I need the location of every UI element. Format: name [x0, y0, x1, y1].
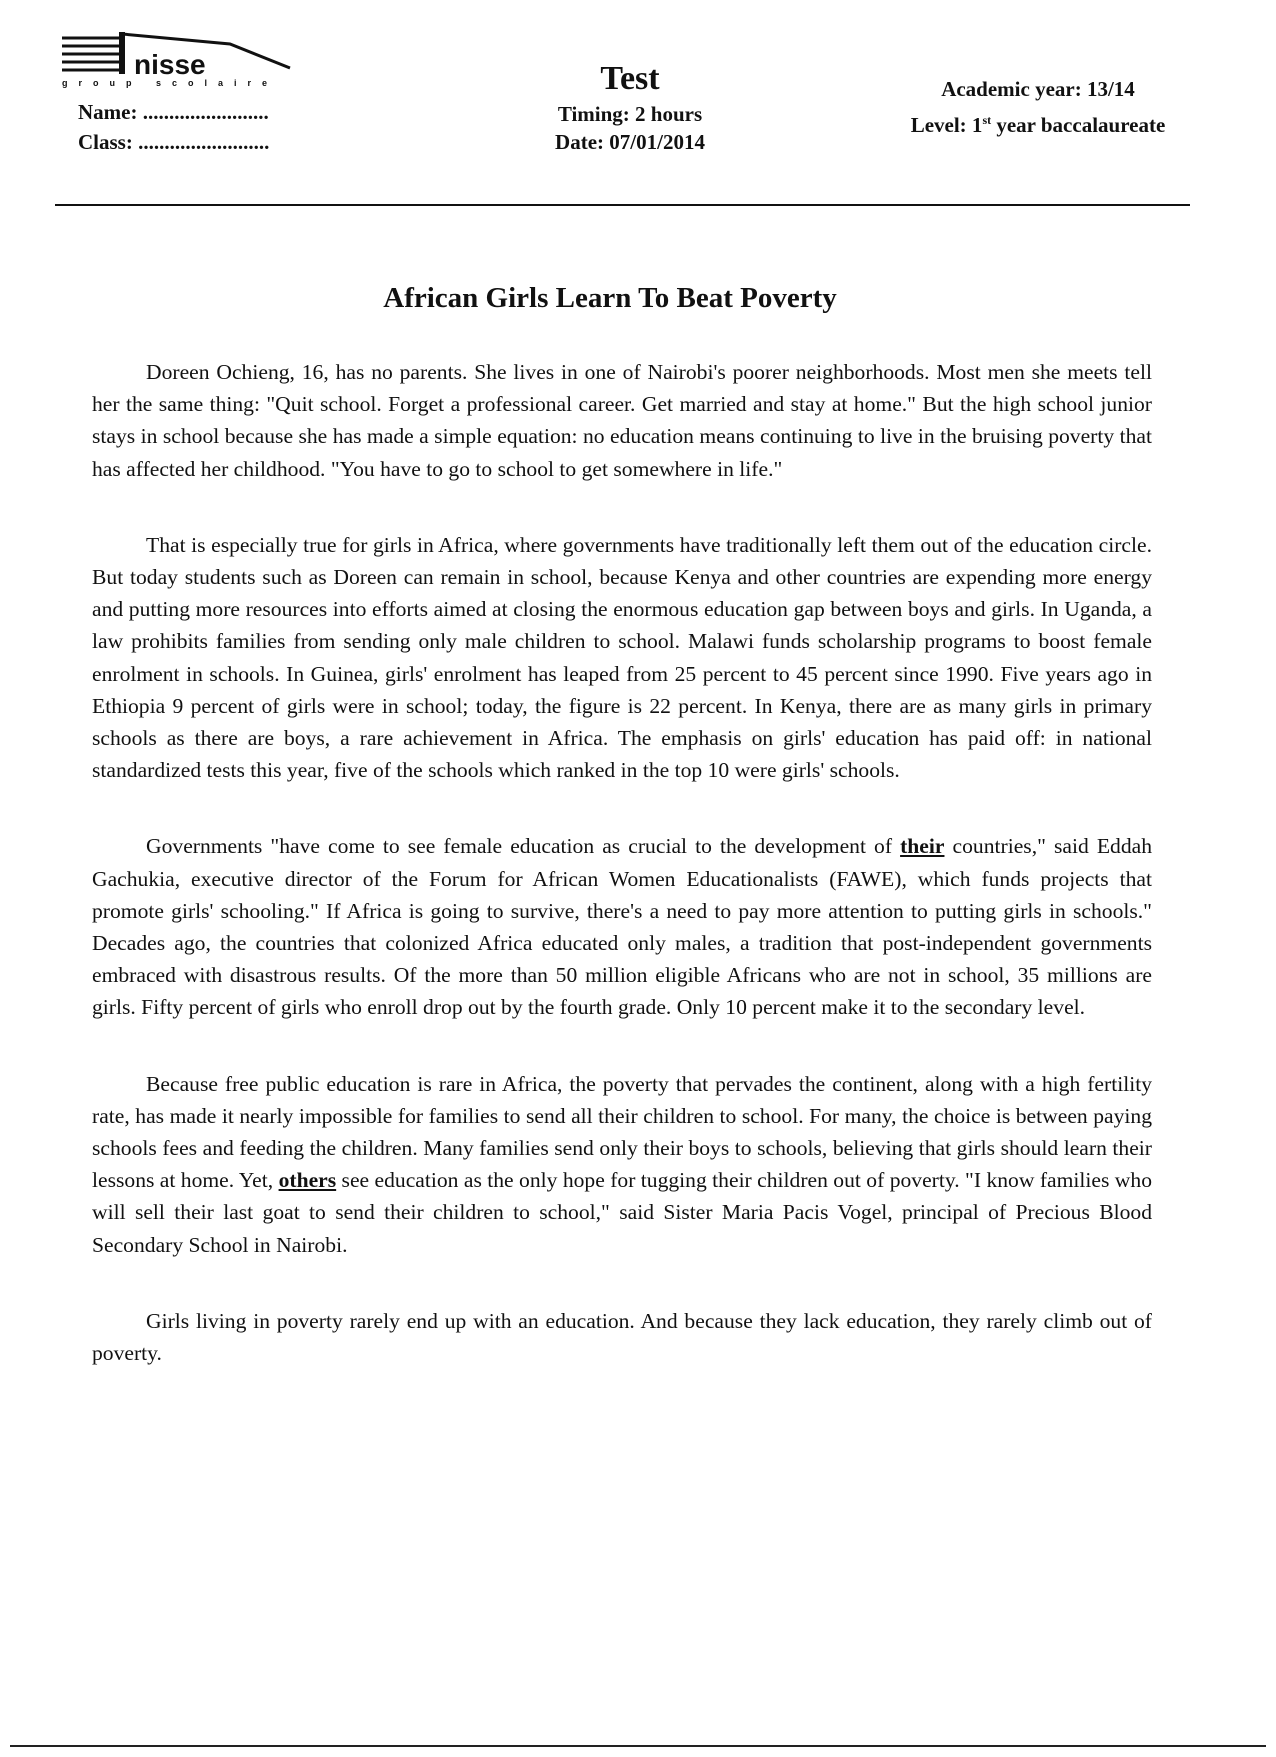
test-timing: Timing: 2 hours: [557, 102, 703, 126]
paragraph-2: That is especially true for girls in Africa, where governments have traditionally left them out of the education circle. But today students such as Doreen can remain in school, because Kenya and other countries are expending more energy and putting more resources into efforts aimed at closing the enormous education gap between boys and girls. In Uganda, a law prohibits families from sending only male children to school. Malawi funds scholarship programs to boost female enrolment in schools. In Guinea, girls' enrolment has leaped from 25 percent to 45 percent since 1990. Five years ago in Ethiopia 9 percent of girls were in school; today, the figure is 22 percent. In Kenya, there are as many girls in primary schools as there are boys, a rare achievement in Africa. The emphasis on girls' education has paid off: in national standardized tests this year, five of the schools which ranked in the top 10 were girls' schools.: [92, 532, 1152, 783]
article-title: African Girls Learn To Beat Poverty: [383, 282, 837, 314]
test-date: Date: 07/01/2014: [555, 130, 705, 154]
level: [888, 105, 1188, 141]
student-info: [78, 97, 269, 157]
academic-year: Academic year: 13/14: [941, 77, 1135, 101]
paragraph-5: Girls living in poverty rarely end up with an education. And because they lack education, they rarely climb out of poverty.: [92, 1308, 1152, 1366]
logo-wordmark: nisse: [134, 49, 206, 80]
course-info: [888, 74, 1188, 141]
test-title: Test: [600, 60, 660, 97]
name-field[interactable]: Name: ........................: [78, 100, 269, 124]
paragraph-4-part-b: see education as the only hope for tugging their children out of poverty. "I know families who will sell their last goat to send their children to school," said Sister Maria Pacis Vogel, principal of Precious Blood Secondary School in Nairobi.: [92, 1168, 1152, 1257]
paragraph-4-part-a: Because free public education is rare in Africa, the poverty that pervades the continent, along with a high fertility rate, has made it nearly impossible for families to send all their children to school. For many, the choice is between paying schools fees and feeding the children. Many families send only their boys to schools, believing that girls should learn their lessons at home. Yet,: [92, 1071, 1152, 1193]
school-logo-icon: [60, 30, 335, 88]
underlined-word-others: others: [278, 1168, 337, 1193]
article-body: [92, 356, 1152, 1400]
level-suffix: year baccalaureate: [991, 113, 1166, 137]
logo-tagline: group scolaire: [62, 78, 279, 88]
header-divider: [55, 204, 1190, 206]
page-bottom-border: [10, 1745, 1266, 1747]
paragraph-3: [92, 830, 1152, 1023]
paragraph-3-part-b: countries," said Eddah Gachukia, executive director of the Forum for African Women Educationalists (FAWE), which funds projects that promote girls' schooling." If Africa is going to survive, there's a need to pay more attention to putting girls in schools." Decades ago, the countries that colonized Africa educated only males, a tradition that post-independent governments embraced with disastrous results. Of the more than 50 million eligible Africans who are not in school, 35 millions are girls. Fifty percent of girls who enroll drop out by the fourth grade. Only 10 percent make it to the secondary level.: [92, 834, 1152, 1020]
underlined-word-their: their: [900, 834, 945, 859]
paragraph-1: Doreen Ochieng, 16, has no parents. She lives in one of Nairobi's poorer neighborhoods. Most men she meets tell her the same thing: "Quit school. Forget a professional career. Get married and stay at home." But the high school junior stays in school because she has made a simple equation: no education means continuing to live in the bruising poverty that has affected her childhood. "You have to go to school to get somewhere in life.": [92, 360, 1152, 481]
level-sup: st: [982, 113, 992, 127]
class-field[interactable]: Class: .........................: [78, 130, 270, 154]
paragraph-3-part-a: Governments "have come to see female education as crucial to the development of: [146, 834, 901, 859]
paragraph-4: [92, 1068, 1152, 1261]
level-prefix: Level: 1: [910, 113, 983, 137]
test-info: [520, 58, 740, 156]
